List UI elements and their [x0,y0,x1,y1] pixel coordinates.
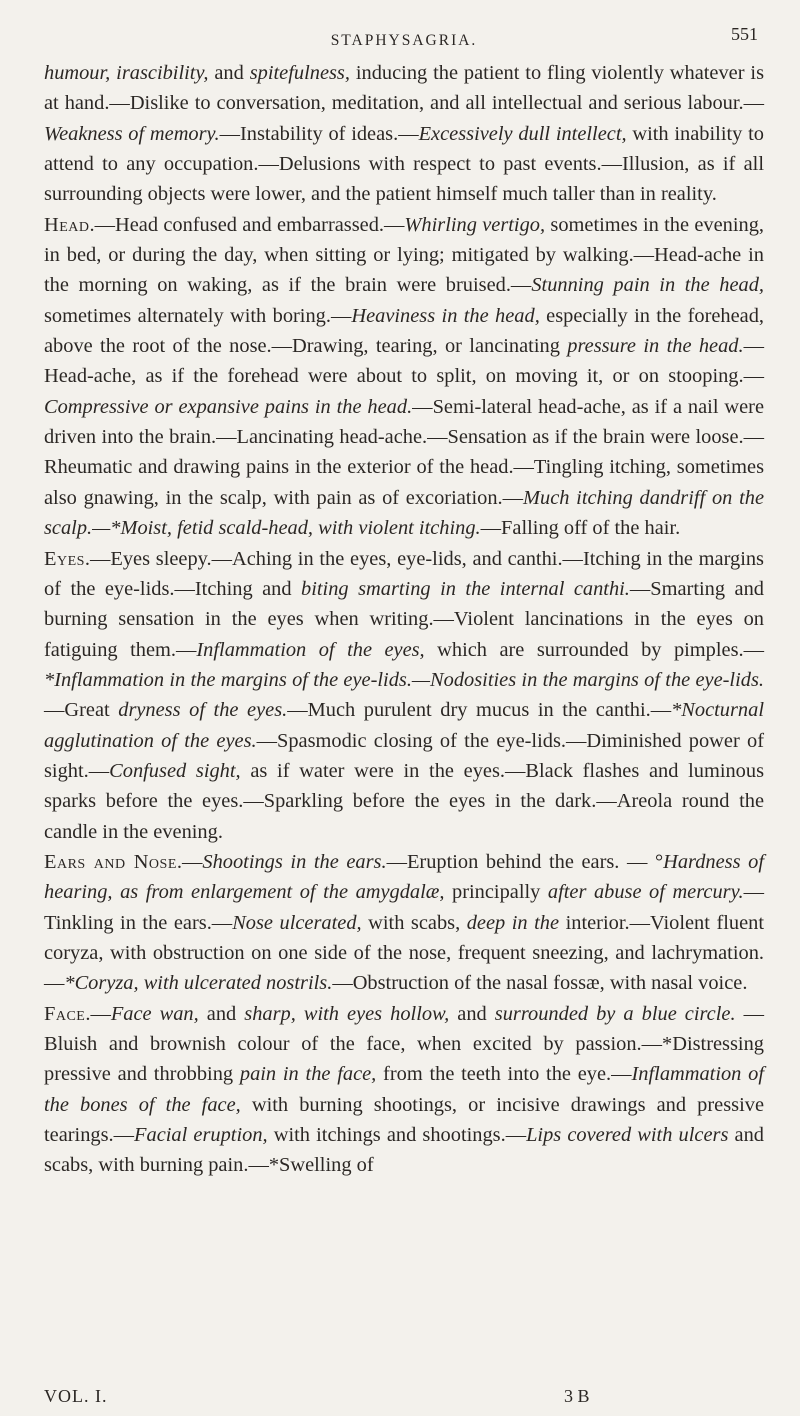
text-run: —Head-ache, as if the forehead were about to split, on moving it, or on stooping.— [44,335,764,388]
emphasized-text: Hardness of hearing, as from enlargement of the amygdalæ, [44,850,764,904]
text-run: —Falling off of the hair. [480,517,681,540]
text-run: .—Head confused and embarrassed.— [89,213,405,236]
text-run: principally [444,881,548,904]
paragraph-mind-continued [44,58,764,210]
paragraph-eyes [44,544,764,847]
running-head [44,18,764,58]
text-run: —Smarting and burning sensation in the eyes when writing.—Violent lancinations in the eyes on fatiguing them.— [44,577,764,661]
section-heading: Face [44,1002,86,1025]
text-run: sometimes in the evening, in bed, or during the day, when sitting or lying; mitigated by walking.—Head-ache in the morning on waking, as if the brain were bruised.— [44,213,764,297]
text-run: —Tinkling in the ears.— [44,881,764,934]
text-run: with burning shootings, or incisive drawings and pressive tearings.— [44,1093,764,1147]
text-run: which are surrounded by pimples.— [424,638,764,661]
emphasized-text: biting smarting in the internal canthi. [301,577,630,600]
emphasized-text: *Coryza, with ulcerated nostrils. [64,972,333,995]
emphasized-text: Inflammation of the bones of the face, [44,1063,765,1116]
emphasized-text: Stunning pain in the head, [531,274,764,297]
emphasized-text: deep in the [466,911,560,934]
text-run: —Instability of ideas.— [219,122,419,145]
text-run: —Great [44,699,119,722]
text-run: and [198,1002,245,1025]
emphasized-text: Excessively dull intellect, [418,122,627,145]
emphasized-text: spitefulness, [249,62,350,84]
paragraph-ears-and-nose [44,847,764,999]
text-run: and scabs, with burning pain.—*Swelling of [44,1124,764,1177]
signature-mark: 3 B [564,1386,590,1406]
emphasized-text: Lips covered with ulcers [526,1124,729,1147]
body-text [44,58,764,1181]
text-run: .—Eyes sleepy.—Aching in the eyes, eye-lids, and canthi.—Itching in the margins of the eye-lids.—Itching and [44,547,764,600]
paragraph-head [44,210,764,544]
text-run: as if water were in the eyes.—Black flashes and luminous sparks before the eyes.—Sparkling before the eyes in the dark.—Areola round the candle in the evening. [44,759,765,843]
text-run: especially in the forehead, above the root of the nose.—Drawing, tearing, or lancinating [44,304,764,358]
emphasized-text: Shootings in the ears. [202,850,387,873]
emphasized-text: after abuse of mercury. [547,881,744,904]
section-heading: Head [44,213,90,236]
emphasized-text: Facial eruption, [134,1124,268,1147]
emphasized-text: dryness of the eyes. [118,699,288,722]
emphasized-text: Whirling vertigo, [404,213,546,236]
text-run: with inability to attend to any occupation.—Delusions with respect to past events.—Illusion, as if all surrounding objects were lower, and the patient himself much taller than in reality. [44,122,764,206]
emphasized-text: Much itching dandriff on the scalp.—*Moist, fetid scald-head, with violent itching. [44,486,764,540]
emphasized-text: sharp, with eyes hollow, [244,1002,450,1025]
emphasized-text: *Nocturnal agglutination of the eyes. [44,699,764,752]
text-run: —Much purulent dry mucus in the canthi.— [287,699,672,722]
text-run: —Bluish and brownish colour of the face, when excited by passion.—*Distressing pressive and throbbing [44,1002,764,1086]
text-run: .— [176,850,203,873]
text-run: and [449,1002,495,1025]
emphasized-text: surrounded by a blue circle. [494,1002,736,1025]
emphasized-text: Face wan, [110,1002,199,1025]
emphasized-text: Inflammation of the eyes, [196,638,425,661]
text-run: —Obstruction of the nasal fossæ, with nasal voice. [332,972,748,995]
emphasized-text: Nose ulcerated, [232,911,362,934]
volume-label: VOL. I. [44,1386,108,1406]
text-run: —Semi-lateral head-ache, as if a nail were driven into the brain.—Lancinating head-ache.—Sensation as if the brain were loose.—Rheumatic and drawing pains in the exterior of the head.—Tingling itching, sometimes also gnawing, in the scalp, with pain as of excoriation.— [44,395,764,509]
text-run: sometimes alternately with boring.— [44,304,352,327]
text-run: and [208,62,250,84]
text-run: interior.—Violent fluent coryza, with obstruction on one side of the nose, frequent sneezing, and lachrymation.— [44,911,764,995]
emphasized-text: Heaviness in the head, [351,304,540,327]
text-run: from the teeth into the eye.— [376,1063,632,1086]
text-run: with scabs, [361,911,467,934]
page-number: 551 [731,24,758,44]
emphasized-text: Compressive or expansive pains in the head. [44,395,413,418]
text-run: —Spasmodic closing of the eye-lids.—Diminished power of sight.— [44,729,764,782]
emphasized-text: *Inflammation in the margins of the eye-lids.—Nodosities in the margins of the eye-lids. [44,668,764,691]
emphasized-text: pain in the face, [239,1063,377,1086]
paragraph-face [44,999,764,1181]
emphasized-text: pressure in the head. [567,335,744,358]
text-run: with itchings and shootings.— [267,1124,527,1147]
text-run: .— [85,1002,111,1025]
text-run: inducing the patient to fling violently whatever is at hand.—Dislike to conversation, meditation, and all intellectual and serious labour.— [44,62,765,115]
text-run: —Eruption behind the ears. — ° [386,850,664,873]
running-title: STAPHYSAGRIA. [330,32,478,49]
emphasized-text: Weakness of memory. [44,122,220,145]
section-heading: Eyes [44,547,85,570]
emphasized-text: humour, irascibility, [44,62,209,84]
emphasized-text: Confused sight, [109,759,241,782]
section-heading: Ears and Nose [44,850,177,873]
